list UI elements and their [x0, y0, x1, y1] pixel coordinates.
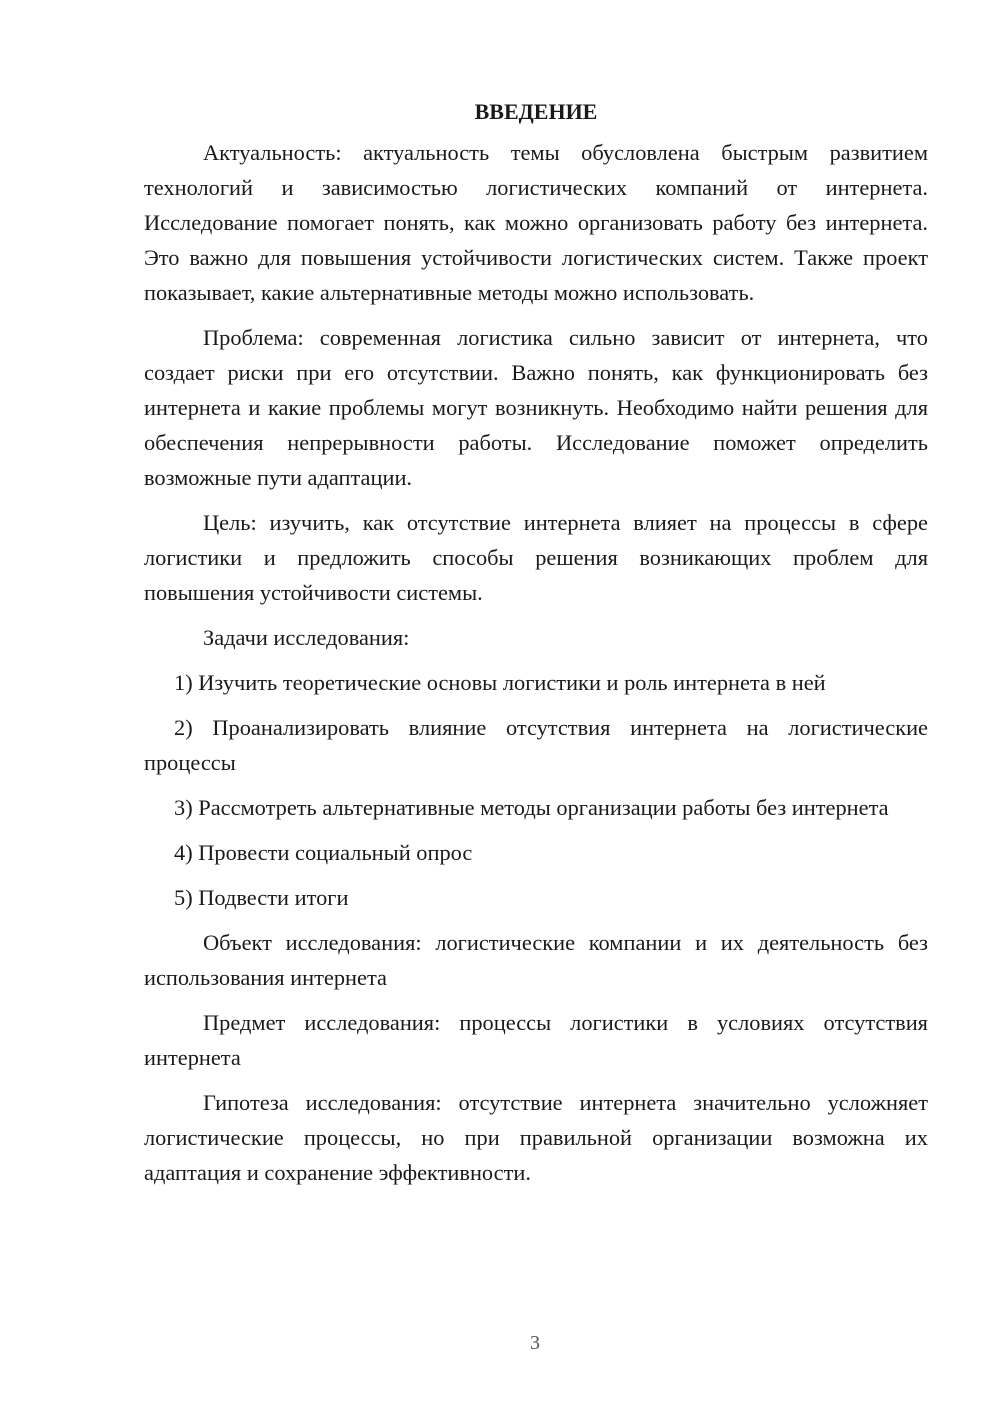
page-number: 3	[530, 1332, 540, 1354]
paragraph-tasks-heading: Задачи исследования:	[203, 625, 410, 650]
paragraph-subject: Предмет исследования: процессы логистики в условиях отсутствия интернета	[144, 1010, 928, 1070]
paragraph-problem: Проблема: современная логистика сильно зависит от интернета, что создает риски при его отсутствии. Важно понять, как функционировать без интернета и какие проблемы могут возникнуть. Необходимо найти решения для обеспечения непрерывности работы. Исследование поможет определить возможные пути адаптации.	[144, 325, 928, 490]
task-item-5: 5) Подвести итоги	[174, 885, 349, 910]
task-item-3: 3) Рассмотреть альтернативные методы организации работы без интернета	[174, 795, 889, 820]
task-item-2: 2) Проанализировать влияние отсутствия интернета на логистические процессы	[144, 715, 928, 775]
page-title: ВВЕДЕНИЕ	[474, 99, 598, 124]
paragraph-hypothesis: Гипотеза исследования: отсутствие интернета значительно усложняет логистические процессы, но при правильной организации возможна их адаптация и сохранение эффективности.	[144, 1090, 928, 1185]
paragraph-goal: Цель: изучить, как отсутствие интернета влияет на процессы в сфере логистики и предложить способы решения возникающих проблем для повышения устойчивости системы.	[144, 510, 928, 605]
paragraph-relevance: Актуальность: актуальность темы обусловлена быстрым развитием технологий и зависимостью логистических компаний от интернета. Исследование помогает понять, как можно организовать работу без интернета. Это важно для повышения устойчивости логистических систем. Также проект показывает, какие альтернативные методы можно использовать.	[144, 140, 928, 305]
page-content	[144, 94, 928, 1200]
paragraph-object: Объект исследования: логистические компании и их деятельность без использования интернета	[144, 930, 928, 990]
task-item-4: 4) Провести социальный опрос	[174, 840, 473, 865]
task-item-1: 1) Изучить теоретические основы логистики и роль интернета в ней	[174, 670, 826, 695]
